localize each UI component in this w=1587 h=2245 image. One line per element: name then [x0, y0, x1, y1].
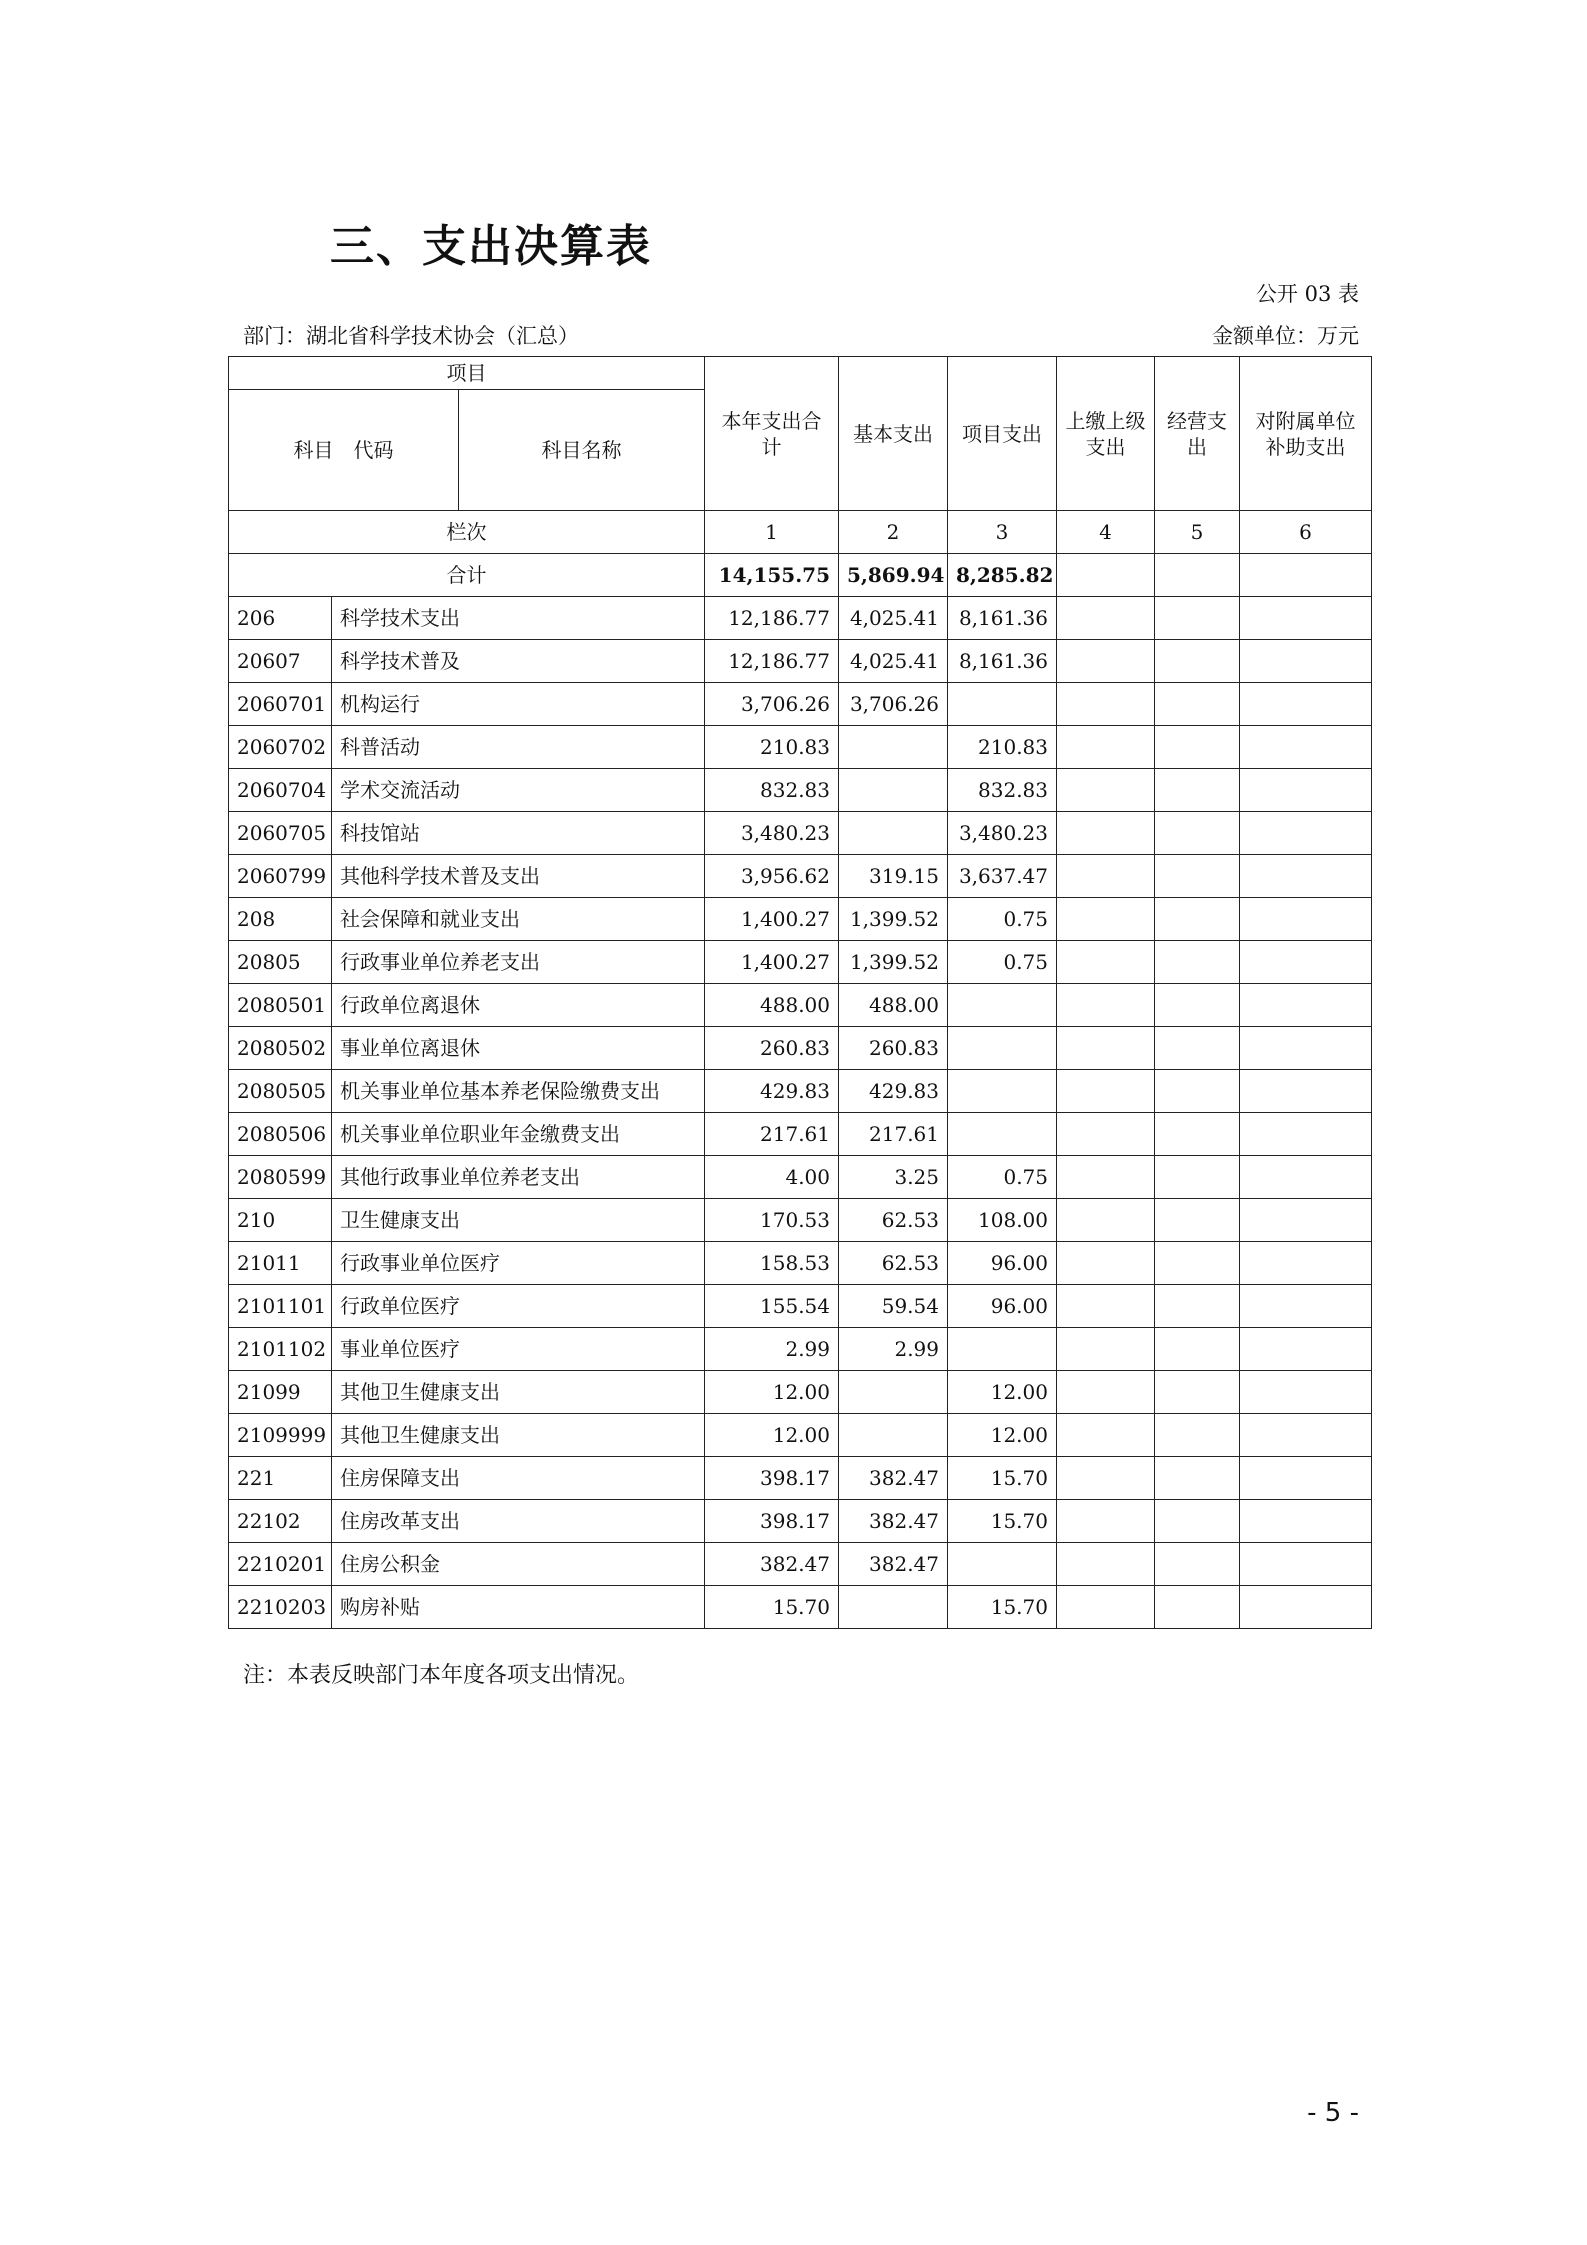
cell-project-expenditure: 832.83 [948, 769, 1057, 812]
cell-subject-code: 20805 [229, 941, 332, 984]
cell-project-expenditure: 12.00 [948, 1371, 1057, 1414]
cell-business-expenditure [1155, 1285, 1240, 1328]
cell-upper-payment [1057, 640, 1155, 683]
cell-subsidiary-subsidy [1240, 1586, 1372, 1629]
cell-business-expenditure [1155, 812, 1240, 855]
cell-subject-name: 住房改革支出 [332, 1500, 705, 1543]
cell-subject-code: 2080501 [229, 984, 332, 1027]
header-row-1 [229, 357, 1372, 390]
cell-basic-expenditure: 4,025.41 [839, 640, 948, 683]
cell-basic-expenditure: 4,025.41 [839, 597, 948, 640]
cell-basic-expenditure: 3,706.26 [839, 683, 948, 726]
cell-subject-name: 卫生健康支出 [332, 1199, 705, 1242]
cell-basic-expenditure [839, 726, 948, 769]
total-c6 [1240, 554, 1372, 597]
cell-subject-code: 2080505 [229, 1070, 332, 1113]
table-row [229, 1414, 1372, 1457]
cell-subsidiary-subsidy [1240, 1457, 1372, 1500]
form-number: 公开 03 表 [1255, 282, 1359, 306]
cell-business-expenditure [1155, 726, 1240, 769]
cell-business-expenditure [1155, 640, 1240, 683]
cell-business-expenditure [1155, 769, 1240, 812]
cell-subsidiary-subsidy [1240, 1027, 1372, 1070]
cell-subsidiary-subsidy [1240, 1500, 1372, 1543]
cell-total-expenditure: 398.17 [705, 1500, 839, 1543]
cell-basic-expenditure: 217.61 [839, 1113, 948, 1156]
page-number: - 5 - [1307, 2098, 1359, 2128]
cell-project-expenditure: 108.00 [948, 1199, 1057, 1242]
cell-total-expenditure: 170.53 [705, 1199, 839, 1242]
cell-total-expenditure: 158.53 [705, 1242, 839, 1285]
row-label: 栏次 [229, 511, 705, 554]
col-number: 1 [705, 511, 839, 554]
cell-subject-name: 事业单位离退休 [332, 1027, 705, 1070]
col-number: 2 [839, 511, 948, 554]
cell-upper-payment [1057, 1500, 1155, 1543]
cell-subject-name: 事业单位医疗 [332, 1328, 705, 1371]
table-row [229, 1586, 1372, 1629]
cell-subject-name: 机关事业单位基本养老保险缴费支出 [332, 1070, 705, 1113]
cell-upper-payment [1057, 1586, 1155, 1629]
cell-total-expenditure: 832.83 [705, 769, 839, 812]
cell-subject-name: 行政单位离退休 [332, 984, 705, 1027]
total-c5 [1155, 554, 1240, 597]
cell-subject-code: 206 [229, 597, 332, 640]
table-row [229, 1156, 1372, 1199]
col-number: 5 [1155, 511, 1240, 554]
cell-total-expenditure: 1,400.27 [705, 941, 839, 984]
cell-total-expenditure: 12,186.77 [705, 597, 839, 640]
cell-subject-code: 21011 [229, 1242, 332, 1285]
cell-subsidiary-subsidy [1240, 1285, 1372, 1328]
cell-subject-name: 学术交流活动 [332, 769, 705, 812]
table-row [229, 1500, 1372, 1543]
cell-business-expenditure [1155, 1113, 1240, 1156]
cell-project-expenditure [948, 1027, 1057, 1070]
cell-project-expenditure: 0.75 [948, 1156, 1057, 1199]
cell-project-expenditure [948, 683, 1057, 726]
cell-project-expenditure: 15.70 [948, 1457, 1057, 1500]
header-business-expenditure: 经营支出 [1155, 357, 1240, 511]
table-row [229, 726, 1372, 769]
cell-total-expenditure: 3,706.26 [705, 683, 839, 726]
table-row [229, 597, 1372, 640]
cell-project-expenditure: 12.00 [948, 1414, 1057, 1457]
cell-project-expenditure: 8,161.36 [948, 640, 1057, 683]
cell-project-expenditure [948, 984, 1057, 1027]
department-label: 部门：湖北省科学技术协会（汇总） [243, 324, 579, 348]
col-number: 4 [1057, 511, 1155, 554]
cell-subject-name: 社会保障和就业支出 [332, 898, 705, 941]
header-upper-payment: 上缴上级支出 [1057, 357, 1155, 511]
total-label: 合计 [229, 554, 705, 597]
cell-subject-name: 其他卫生健康支出 [332, 1371, 705, 1414]
cell-subject-name: 其他行政事业单位养老支出 [332, 1156, 705, 1199]
cell-subsidiary-subsidy [1240, 941, 1372, 984]
cell-project-expenditure [948, 1328, 1057, 1371]
cell-business-expenditure [1155, 597, 1240, 640]
cell-basic-expenditure: 62.53 [839, 1199, 948, 1242]
table-note: 注：本表反映部门本年度各项支出情况。 [243, 1663, 640, 1688]
cell-business-expenditure [1155, 1070, 1240, 1113]
cell-upper-payment [1057, 1543, 1155, 1586]
cell-upper-payment [1057, 855, 1155, 898]
cell-total-expenditure: 155.54 [705, 1285, 839, 1328]
cell-total-expenditure: 398.17 [705, 1457, 839, 1500]
cell-subject-name: 行政事业单位养老支出 [332, 941, 705, 984]
column-number-row [229, 511, 1372, 554]
cell-upper-payment [1057, 1113, 1155, 1156]
cell-subsidiary-subsidy [1240, 1543, 1372, 1586]
cell-basic-expenditure: 260.83 [839, 1027, 948, 1070]
cell-project-expenditure: 96.00 [948, 1242, 1057, 1285]
cell-subject-code: 2060701 [229, 683, 332, 726]
cell-basic-expenditure: 1,399.52 [839, 941, 948, 984]
table-row [229, 855, 1372, 898]
cell-upper-payment [1057, 1242, 1155, 1285]
cell-upper-payment [1057, 726, 1155, 769]
cell-basic-expenditure: 3.25 [839, 1156, 948, 1199]
cell-upper-payment [1057, 597, 1155, 640]
col-number: 3 [948, 511, 1057, 554]
table-row [229, 984, 1372, 1027]
cell-subject-name: 科技馆站 [332, 812, 705, 855]
cell-total-expenditure: 3,956.62 [705, 855, 839, 898]
cell-subject-code: 2101101 [229, 1285, 332, 1328]
cell-subject-name: 行政单位医疗 [332, 1285, 705, 1328]
table-row [229, 812, 1372, 855]
table-row [229, 1199, 1372, 1242]
cell-total-expenditure: 260.83 [705, 1027, 839, 1070]
cell-basic-expenditure: 382.47 [839, 1543, 948, 1586]
cell-subject-code: 221 [229, 1457, 332, 1500]
cell-upper-payment [1057, 1457, 1155, 1500]
cell-basic-expenditure: 319.15 [839, 855, 948, 898]
cell-business-expenditure [1155, 683, 1240, 726]
cell-subsidiary-subsidy [1240, 1156, 1372, 1199]
table-row [229, 1328, 1372, 1371]
cell-subject-code: 22102 [229, 1500, 332, 1543]
cell-project-expenditure [948, 1113, 1057, 1156]
cell-subject-name: 机关事业单位职业年金缴费支出 [332, 1113, 705, 1156]
cell-basic-expenditure: 429.83 [839, 1070, 948, 1113]
cell-upper-payment [1057, 1328, 1155, 1371]
cell-subject-name: 住房公积金 [332, 1543, 705, 1586]
cell-project-expenditure: 3,480.23 [948, 812, 1057, 855]
cell-business-expenditure [1155, 1371, 1240, 1414]
cell-basic-expenditure [839, 1414, 948, 1457]
cell-total-expenditure: 12.00 [705, 1414, 839, 1457]
col-number: 6 [1240, 511, 1372, 554]
cell-subject-code: 208 [229, 898, 332, 941]
cell-subject-code: 21099 [229, 1371, 332, 1414]
cell-subject-name: 行政事业单位医疗 [332, 1242, 705, 1285]
cell-project-expenditure: 8,161.36 [948, 597, 1057, 640]
cell-total-expenditure: 429.83 [705, 1070, 839, 1113]
cell-subject-code: 2060702 [229, 726, 332, 769]
cell-subject-name: 其他科学技术普及支出 [332, 855, 705, 898]
cell-total-expenditure: 1,400.27 [705, 898, 839, 941]
table-row [229, 1543, 1372, 1586]
cell-subsidiary-subsidy [1240, 597, 1372, 640]
cell-upper-payment [1057, 984, 1155, 1027]
cell-upper-payment [1057, 1199, 1155, 1242]
cell-business-expenditure [1155, 1414, 1240, 1457]
cell-total-expenditure: 3,480.23 [705, 812, 839, 855]
cell-business-expenditure [1155, 1328, 1240, 1371]
page-title: 三、支出决算表 [330, 221, 652, 272]
cell-subject-code: 2080599 [229, 1156, 332, 1199]
cell-subsidiary-subsidy [1240, 1414, 1372, 1457]
cell-business-expenditure [1155, 1586, 1240, 1629]
total-c1: 14,155.75 [705, 554, 839, 597]
cell-subsidiary-subsidy [1240, 898, 1372, 941]
cell-business-expenditure [1155, 855, 1240, 898]
cell-subsidiary-subsidy [1240, 769, 1372, 812]
table-row [229, 1285, 1372, 1328]
header-basic-expenditure: 基本支出 [839, 357, 948, 511]
cell-project-expenditure: 15.70 [948, 1500, 1057, 1543]
cell-basic-expenditure: 382.47 [839, 1457, 948, 1500]
cell-subsidiary-subsidy [1240, 1328, 1372, 1371]
cell-subject-name: 科学技术支出 [332, 597, 705, 640]
table-row [229, 1113, 1372, 1156]
header-subject-code: 科目 代码 [229, 390, 459, 511]
cell-subject-name: 科普活动 [332, 726, 705, 769]
cell-total-expenditure: 12,186.77 [705, 640, 839, 683]
cell-subject-code: 2080502 [229, 1027, 332, 1070]
cell-total-expenditure: 4.00 [705, 1156, 839, 1199]
table-row [229, 1070, 1372, 1113]
cell-subject-code: 2101102 [229, 1328, 332, 1371]
header-item: 项目 [229, 357, 705, 390]
cell-upper-payment [1057, 683, 1155, 726]
cell-business-expenditure [1155, 1500, 1240, 1543]
table-row [229, 1457, 1372, 1500]
expenditure-table [228, 356, 1372, 1629]
cell-subject-code: 2109999 [229, 1414, 332, 1457]
cell-business-expenditure [1155, 1543, 1240, 1586]
table-row [229, 941, 1372, 984]
cell-subject-code: 2080506 [229, 1113, 332, 1156]
cell-subject-name: 科学技术普及 [332, 640, 705, 683]
cell-total-expenditure: 15.70 [705, 1586, 839, 1629]
cell-project-expenditure [948, 1070, 1057, 1113]
cell-total-expenditure: 2.99 [705, 1328, 839, 1371]
cell-business-expenditure [1155, 941, 1240, 984]
cell-total-expenditure: 382.47 [705, 1543, 839, 1586]
header-subsidiary-subsidy: 对附属单位补助支出 [1240, 357, 1372, 511]
cell-subject-code: 2210201 [229, 1543, 332, 1586]
total-c2: 5,869.94 [839, 554, 948, 597]
cell-upper-payment [1057, 1070, 1155, 1113]
cell-subject-code: 20607 [229, 640, 332, 683]
cell-project-expenditure: 210.83 [948, 726, 1057, 769]
cell-upper-payment [1057, 1027, 1155, 1070]
cell-business-expenditure [1155, 1242, 1240, 1285]
cell-subsidiary-subsidy [1240, 640, 1372, 683]
cell-basic-expenditure [839, 1371, 948, 1414]
cell-upper-payment [1057, 1414, 1155, 1457]
cell-subsidiary-subsidy [1240, 1070, 1372, 1113]
cell-basic-expenditure: 1,399.52 [839, 898, 948, 941]
cell-basic-expenditure [839, 769, 948, 812]
cell-project-expenditure: 0.75 [948, 941, 1057, 984]
header-total-expenditure: 本年支出合计 [705, 357, 839, 511]
cell-subsidiary-subsidy [1240, 1199, 1372, 1242]
cell-business-expenditure [1155, 984, 1240, 1027]
cell-basic-expenditure: 2.99 [839, 1328, 948, 1371]
cell-subsidiary-subsidy [1240, 726, 1372, 769]
cell-basic-expenditure: 382.47 [839, 1500, 948, 1543]
cell-basic-expenditure: 59.54 [839, 1285, 948, 1328]
cell-subject-name: 其他卫生健康支出 [332, 1414, 705, 1457]
table-row [229, 898, 1372, 941]
cell-project-expenditure: 15.70 [948, 1586, 1057, 1629]
cell-subsidiary-subsidy [1240, 984, 1372, 1027]
cell-business-expenditure [1155, 1199, 1240, 1242]
cell-business-expenditure [1155, 1457, 1240, 1500]
cell-upper-payment [1057, 1156, 1155, 1199]
unit-label: 金额单位：万元 [1212, 324, 1359, 348]
total-c3: 8,285.82 [948, 554, 1057, 597]
table-row [229, 1371, 1372, 1414]
cell-subsidiary-subsidy [1240, 812, 1372, 855]
cell-upper-payment [1057, 812, 1155, 855]
header-subject-name: 科目名称 [459, 390, 705, 511]
cell-business-expenditure [1155, 1156, 1240, 1199]
cell-subsidiary-subsidy [1240, 1371, 1372, 1414]
cell-upper-payment [1057, 1285, 1155, 1328]
cell-subsidiary-subsidy [1240, 1113, 1372, 1156]
cell-total-expenditure: 217.61 [705, 1113, 839, 1156]
cell-subsidiary-subsidy [1240, 1242, 1372, 1285]
cell-total-expenditure: 12.00 [705, 1371, 839, 1414]
cell-total-expenditure: 488.00 [705, 984, 839, 1027]
cell-project-expenditure: 0.75 [948, 898, 1057, 941]
cell-subject-name: 机构运行 [332, 683, 705, 726]
cell-subject-code: 2060705 [229, 812, 332, 855]
cell-business-expenditure [1155, 1027, 1240, 1070]
cell-subject-code: 2210203 [229, 1586, 332, 1629]
table-row [229, 1242, 1372, 1285]
cell-upper-payment [1057, 769, 1155, 812]
cell-upper-payment [1057, 898, 1155, 941]
cell-subject-name: 购房补贴 [332, 1586, 705, 1629]
cell-basic-expenditure: 488.00 [839, 984, 948, 1027]
cell-subject-name: 住房保障支出 [332, 1457, 705, 1500]
header-project-expenditure: 项目支出 [948, 357, 1057, 511]
cell-subsidiary-subsidy [1240, 855, 1372, 898]
cell-basic-expenditure: 62.53 [839, 1242, 948, 1285]
cell-subject-code: 2060799 [229, 855, 332, 898]
cell-project-expenditure: 96.00 [948, 1285, 1057, 1328]
cell-basic-expenditure [839, 1586, 948, 1629]
cell-project-expenditure [948, 1543, 1057, 1586]
cell-subsidiary-subsidy [1240, 683, 1372, 726]
table-row [229, 1027, 1372, 1070]
total-c4 [1057, 554, 1155, 597]
cell-total-expenditure: 210.83 [705, 726, 839, 769]
table-row [229, 769, 1372, 812]
cell-subject-code: 210 [229, 1199, 332, 1242]
total-row [229, 554, 1372, 597]
table-row [229, 640, 1372, 683]
cell-subject-code: 2060704 [229, 769, 332, 812]
cell-upper-payment [1057, 941, 1155, 984]
table-row [229, 683, 1372, 726]
cell-basic-expenditure [839, 812, 948, 855]
cell-upper-payment [1057, 1371, 1155, 1414]
cell-project-expenditure: 3,637.47 [948, 855, 1057, 898]
cell-business-expenditure [1155, 898, 1240, 941]
